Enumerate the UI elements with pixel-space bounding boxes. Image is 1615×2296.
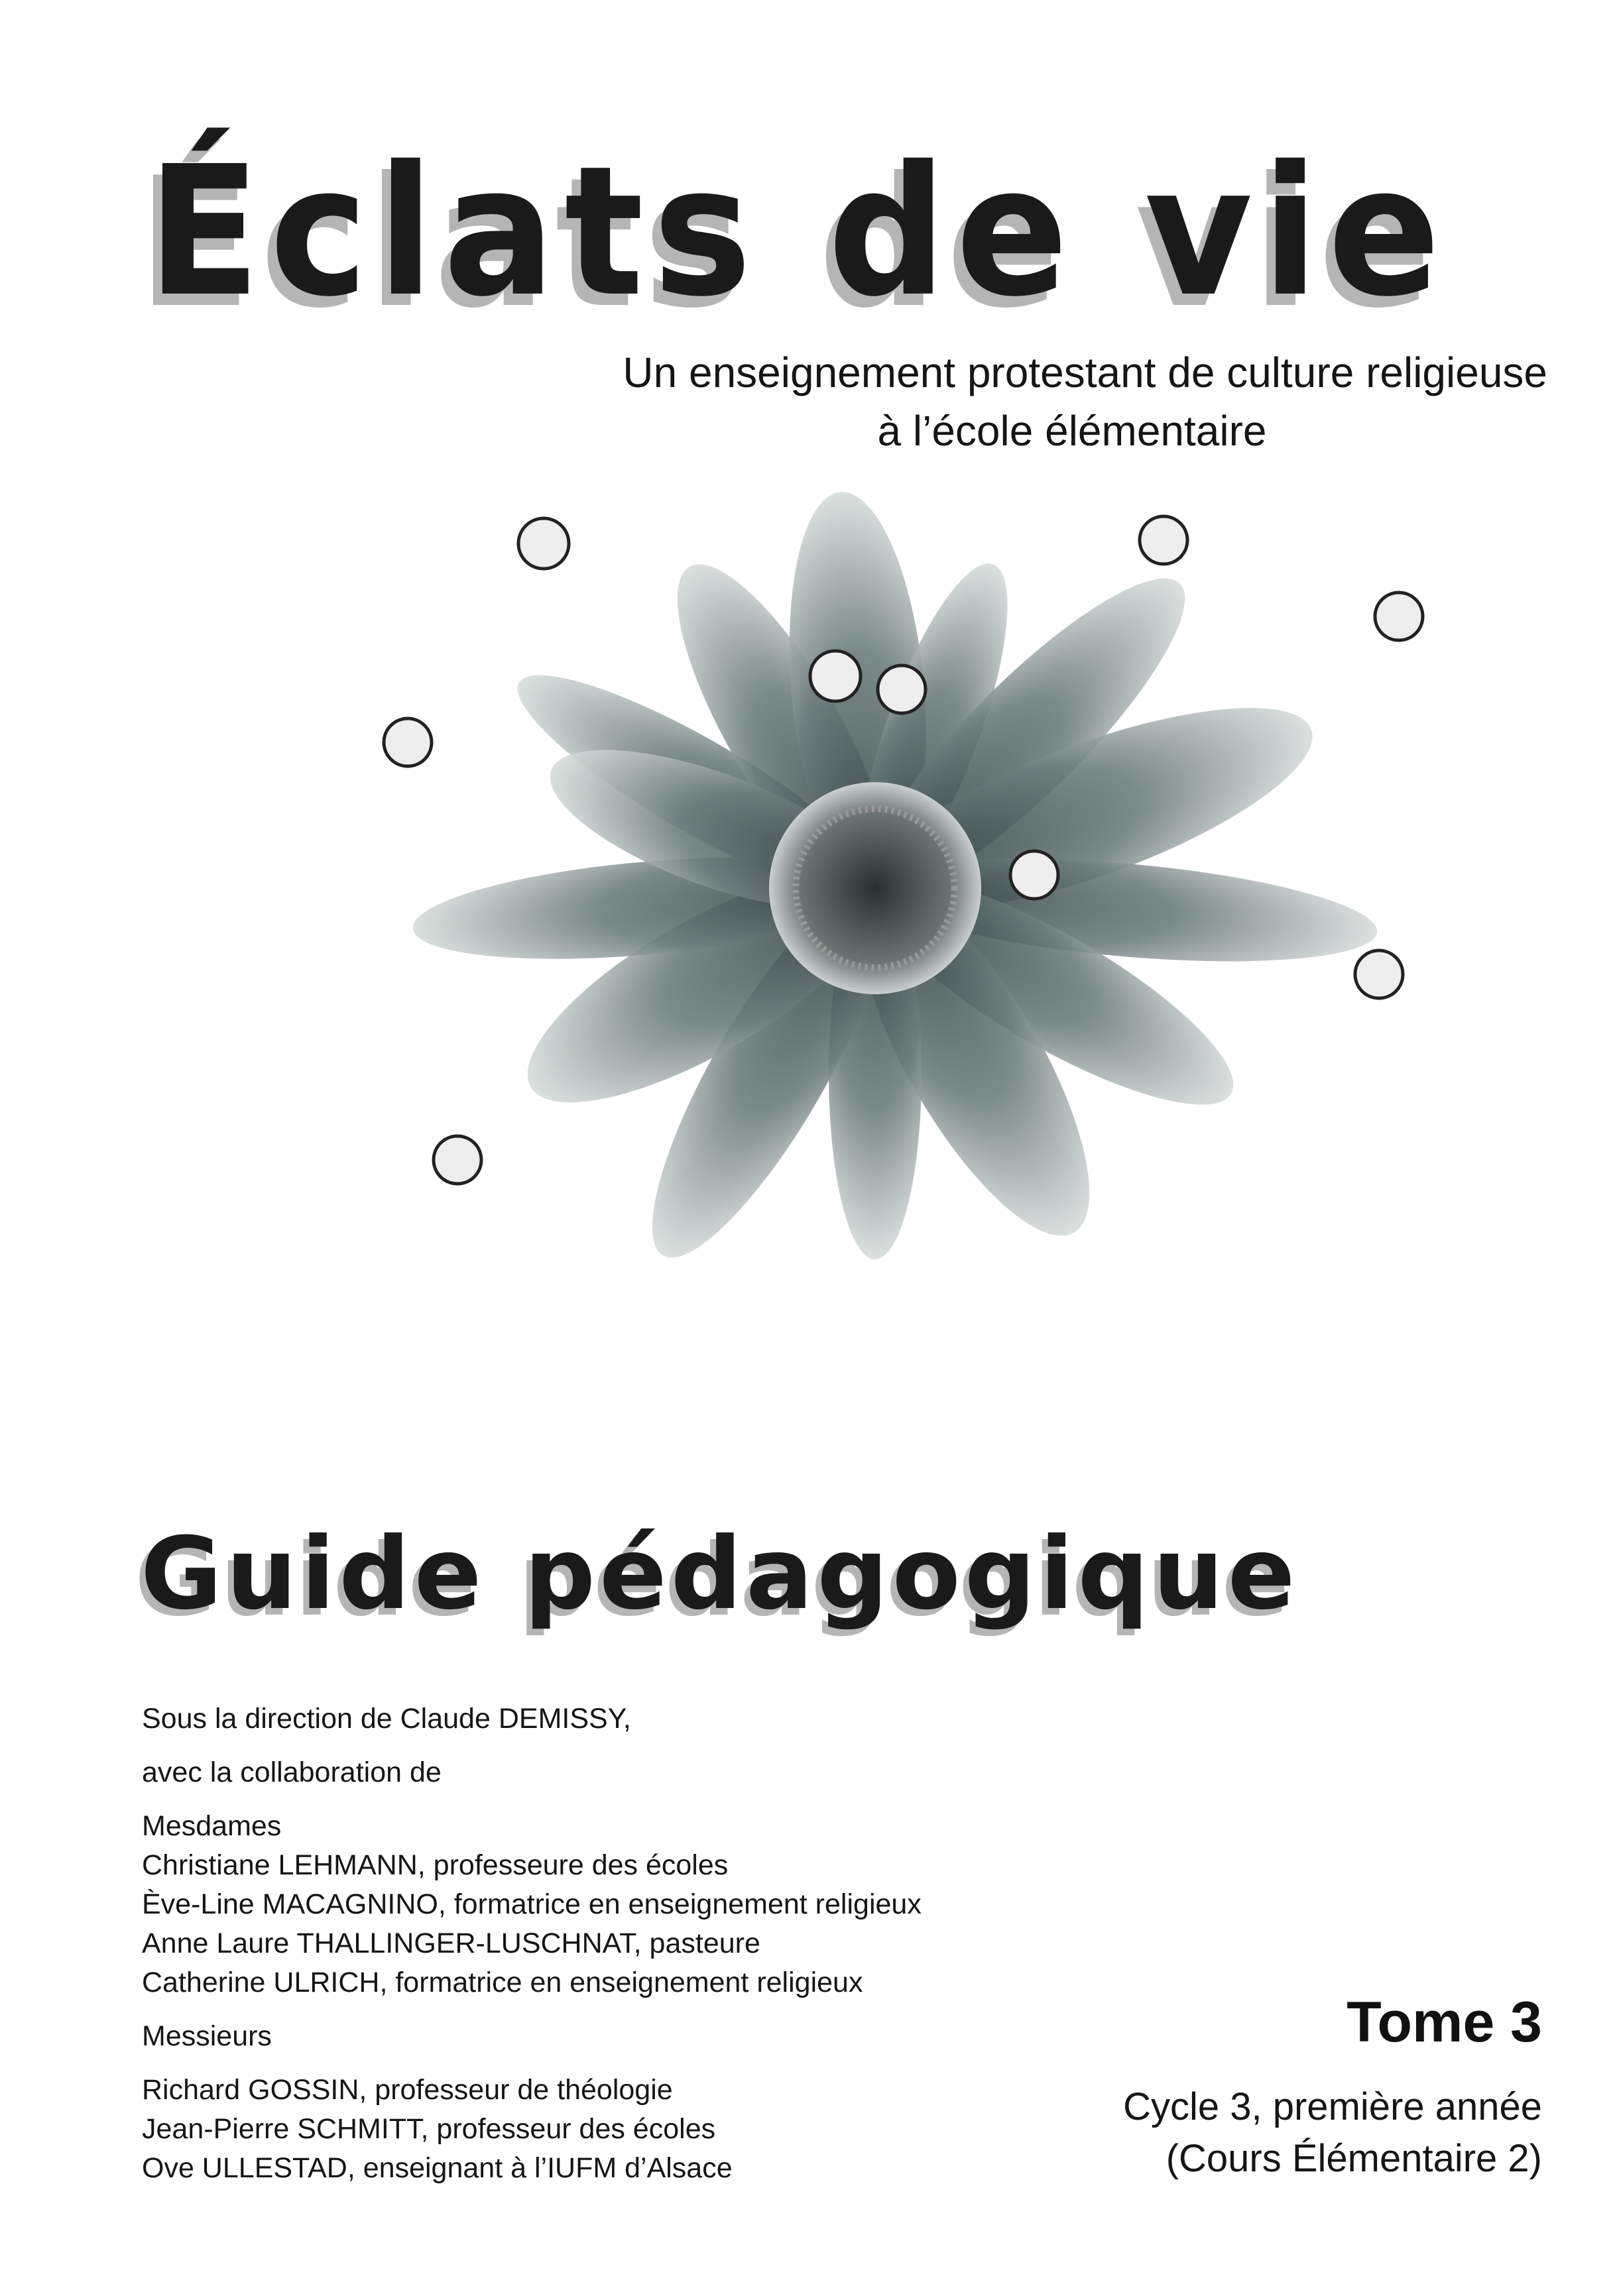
credit-line: Anne Laure THALLINGER-LUSCHNAT, pasteure (142, 1927, 760, 1959)
child-figure (810, 651, 861, 701)
credit-line: avec la collaboration de (142, 1756, 442, 1788)
child-figure (434, 1136, 481, 1184)
guide-title: Guide pédagogique (141, 1517, 1299, 1632)
child-figure (1375, 593, 1423, 640)
child-figure (878, 665, 926, 713)
credit-line: Sous la direction de Claude DEMISSY, (142, 1703, 631, 1735)
child-figure (518, 518, 569, 569)
credits-list (142, 1705, 922, 2193)
child-figure (384, 718, 432, 766)
cycle-line-1: Cycle 3, première année (1123, 2085, 1542, 2128)
child-figure (1010, 851, 1058, 899)
child-figure (1140, 516, 1187, 564)
subtitle-line-1: Un enseignement protestant de culture religieuse (623, 349, 1547, 396)
credit-line: Ove ULLESTAD, enseignant à l’IUFM d’Alsace (142, 2152, 733, 2184)
cycle-line-2: (Cours Élémentaire 2) (1166, 2137, 1542, 2180)
credit-line: Christiane LEHMANN, professeure des écoles (142, 1849, 729, 1881)
credit-line: Messieurs (142, 2020, 272, 2052)
credit-line: Catherine ULRICH, formatrice en enseignement religieux (142, 1967, 863, 1998)
credit-line: Mesdames (142, 1810, 282, 1842)
book-title: Éclats de vie (147, 127, 1450, 336)
tome-label: Tome 3 (1346, 1990, 1542, 2054)
subtitle-line-2: à l’école élémentaire (877, 407, 1267, 455)
credit-line: Jean-Pierre SCHMITT, professeur des écoles (142, 2113, 716, 2145)
flower-center (769, 782, 981, 994)
flower-illustration (292, 424, 1591, 1458)
child-figure (1355, 950, 1403, 998)
credit-line: Richard GOSSIN, professeur de théologie (142, 2074, 673, 2106)
credit-line: Ève-Line MACAGNINO, formatrice en enseignement religieux (142, 1888, 922, 1920)
